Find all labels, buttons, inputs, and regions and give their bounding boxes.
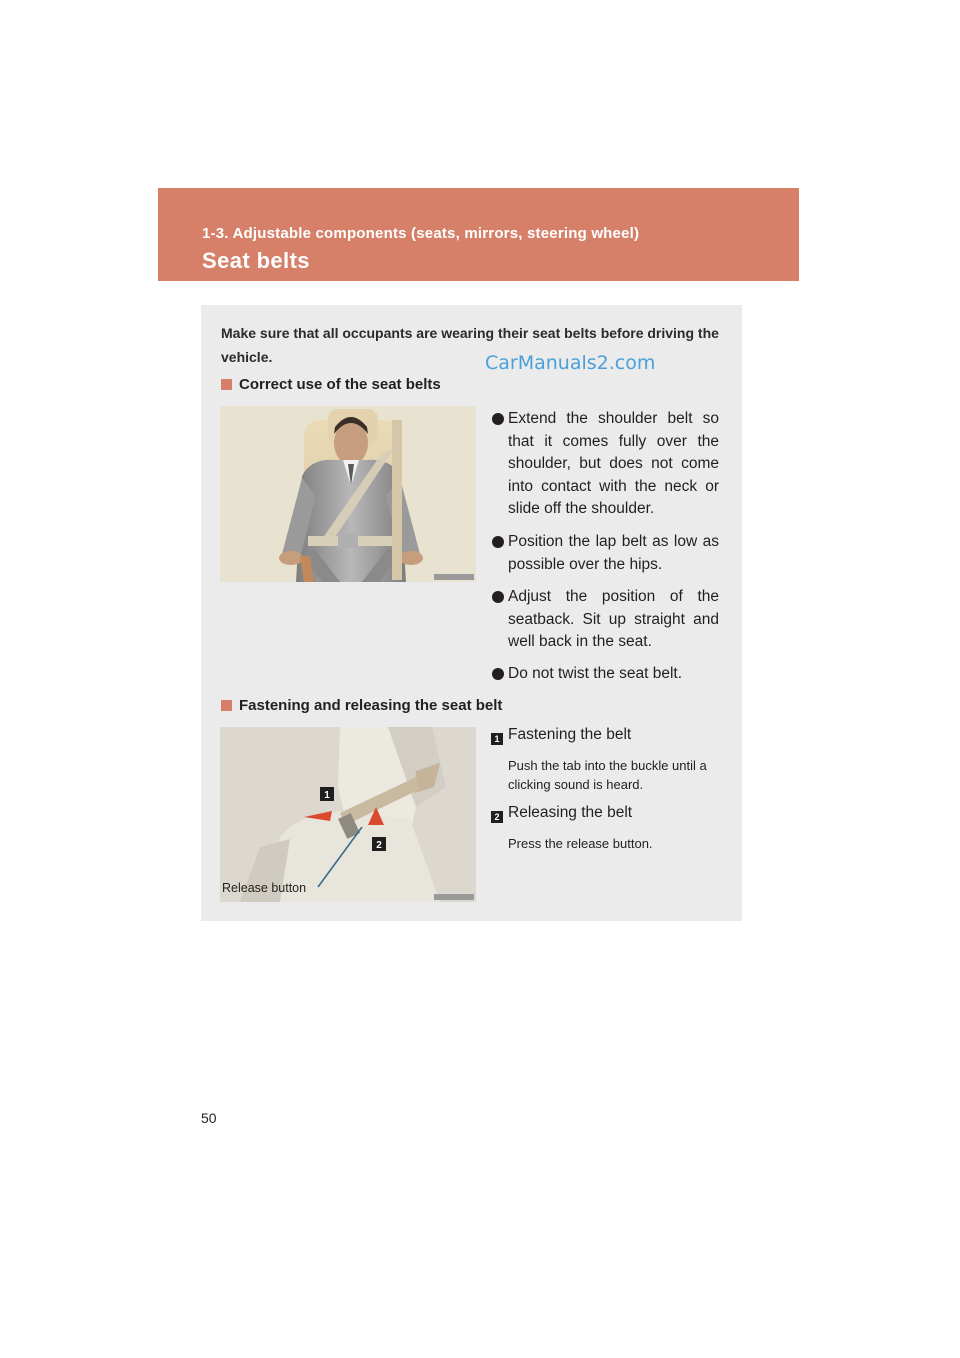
bullet-item <box>493 531 719 576</box>
bullet-dot-icon <box>492 413 504 425</box>
section-label: 1-3. Adjustable components (seats, mirrors, steering wheel) <box>202 225 640 242</box>
step-title: Releasing the belt <box>508 804 633 821</box>
bullet-dot-icon <box>492 591 504 603</box>
square-marker-icon <box>221 700 232 711</box>
subheading-correct-use <box>221 376 441 393</box>
page-number: 50 <box>201 1110 217 1126</box>
bullet-text: Adjust the position of the seatback. Sit up straight and well back in the seat. <box>508 588 719 650</box>
svg-text:1: 1 <box>324 790 330 801</box>
step-number-badge: 1 <box>491 733 503 745</box>
step-description: Push the tab into the buckle until a clicking sound is heard. <box>508 758 707 792</box>
watermark: CarManuals2.com <box>485 352 656 374</box>
seated-person-icon <box>220 406 476 582</box>
subheading-fastening <box>221 697 502 714</box>
page-title: Seat belts <box>202 248 310 273</box>
bullet-text: Position the lap belt as low as possible over the hips. <box>508 533 719 573</box>
buckle-illustration <box>220 727 476 902</box>
svg-text:2: 2 <box>376 840 382 851</box>
step-number-badge: 2 <box>491 811 503 823</box>
bullet-item <box>493 663 719 686</box>
seat-buckle-icon <box>220 727 476 902</box>
square-marker-icon <box>221 379 232 390</box>
bullet-item <box>493 586 719 654</box>
section-header <box>158 188 799 281</box>
bullet-dot-icon <box>492 668 504 680</box>
step-description: Press the release button. <box>508 836 653 851</box>
content-panel <box>201 305 742 921</box>
intro-text: Make sure that all occupants are wearing their seat belts before driving the vehicle. <box>221 325 719 365</box>
bullet-item <box>493 408 719 521</box>
seated-occupant-illustration <box>220 406 476 582</box>
release-button-label: Release button <box>222 881 307 895</box>
bullet-text: Do not twist the seat belt. <box>508 665 683 682</box>
bullet-dot-icon <box>492 536 504 548</box>
figure-code <box>434 894 474 900</box>
subheading-label: Fastening and releasing the seat belt <box>239 697 503 714</box>
bullet-text: Extend the shoulder belt so that it comes fully over the shoulder, but does not come into contact with the neck or slide off the shoulder. <box>508 410 719 517</box>
figure-code <box>434 574 474 580</box>
subheading-label: Correct use of the seat belts <box>239 376 441 393</box>
step-title: Fastening the belt <box>508 726 632 743</box>
